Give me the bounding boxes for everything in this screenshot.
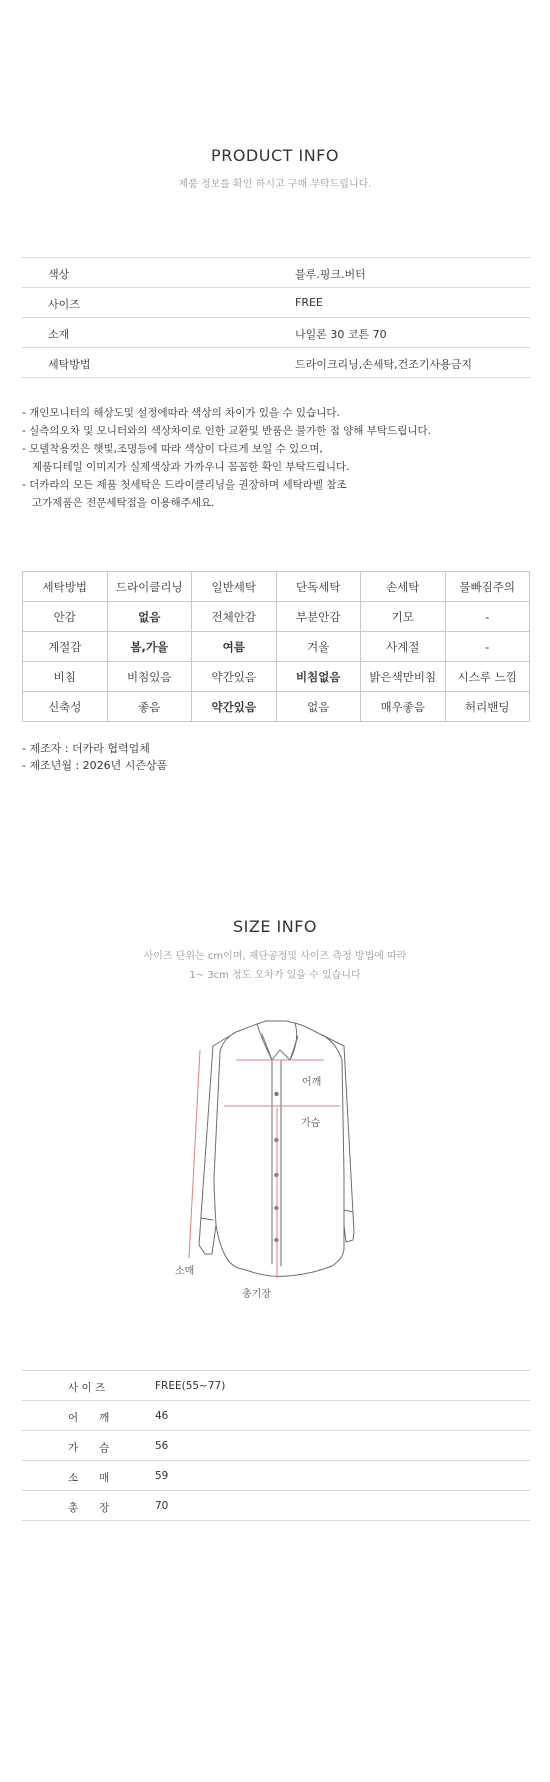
fabric-info-cell: 드라이클리닝 — [107, 572, 192, 602]
length-label: 총기장 — [242, 1289, 271, 1300]
fabric-info-cell: 사계절 — [361, 632, 446, 662]
fabric-info-cell: 봄,가을 — [107, 632, 192, 662]
size-row — [22, 1370, 530, 1400]
fabric-info-cell: - — [445, 632, 530, 662]
fabric-info-cell: 밝은색만비침 — [361, 662, 446, 692]
fabric-info-cell: 기모 — [361, 602, 446, 632]
size-row — [22, 1400, 530, 1430]
shirt-outline — [214, 1023, 344, 1276]
row-label: 사이즈 — [48, 298, 80, 311]
fabric-info-cell: 약간있음 — [192, 692, 277, 722]
product-info-subtitle: 제품 정보를 확인 하시고 구매 부탁드립니다. — [178, 179, 372, 190]
row-value: 블루.핑크.버터 — [295, 268, 366, 281]
fabric-info-cell: 비침없음 — [276, 662, 361, 692]
note-line: - 실측의오차 및 모니터와의 색상차이로 인한 교환및 반품은 불가한 점 양해 부탁드립니다. — [22, 425, 431, 437]
shoulder-label: 어깨 — [302, 1077, 322, 1088]
size-row — [22, 1460, 530, 1490]
fabric-info-cell: 약간있음 — [192, 662, 277, 692]
fabric-info-cell: 없음 — [276, 692, 361, 722]
size-info-subtitle-2: 1~ 3cm 정도 오차가 있을 수 있습니다 — [189, 970, 361, 981]
fabric-info-cell: 전체안감 — [192, 602, 277, 632]
fabric-info-cell: 겨울 — [276, 632, 361, 662]
note-line: - 개인모니터의 해상도및 설정에따라 색상의 차이가 있을 수 있습니다. — [22, 407, 340, 419]
size-row — [22, 1490, 530, 1521]
size-row-label: 어 깨 — [68, 1412, 110, 1424]
manufacture-date-line: - 제조년월 : 2026년 시즌상품 — [22, 759, 168, 772]
size-row — [22, 1430, 530, 1460]
fabric-info-cell: - — [445, 602, 530, 632]
size-row-value: 56 — [155, 1440, 169, 1452]
fabric-info-cell: 손세탁 — [361, 572, 446, 602]
fabric-info-cell: 매우좋음 — [361, 692, 446, 722]
sleeve-measure-line — [189, 1050, 200, 1258]
fabric-info-cell: 단독세탁 — [276, 572, 361, 602]
size-row-label: 소 매 — [68, 1472, 110, 1484]
fabric-info-cell: 좋음 — [107, 692, 192, 722]
size-info-title: SIZE INFO — [232, 917, 317, 936]
size-table — [22, 1370, 530, 1521]
fabric-info-label-cell: 안감 — [23, 602, 108, 632]
note-line: 고가제품은 전문세탁점을 이용해주세요. — [22, 497, 215, 509]
fabric-info-label-cell: 세탁방법 — [23, 572, 108, 602]
size-info-subtitle-1: 사이즈 단위는 cm이며, 재단공정및 사이즈 측정 방법에 따라 — [143, 951, 407, 962]
row-label: 소재 — [48, 328, 70, 341]
fabric-info-label-cell: 계절감 — [23, 632, 108, 662]
row-value: 나일론 30 코튼 70 — [295, 328, 387, 341]
size-row-value: 70 — [155, 1500, 169, 1512]
size-row-label: 총 장 — [68, 1502, 110, 1514]
note-line: - 모델착용컷은 햇빛,조명등에 따라 색상이 다르게 보일 수 있으며, — [22, 443, 323, 455]
fabric-info-cell: 물빠짐주의 — [445, 572, 530, 602]
fabric-info-cell: 여름 — [192, 632, 277, 662]
shirt-collar — [257, 1021, 297, 1060]
row-value: FREE — [295, 296, 323, 309]
size-row-value: 46 — [155, 1410, 169, 1422]
fabric-info-cell: 일반세탁 — [192, 572, 277, 602]
row-label: 세탁방법 — [48, 358, 91, 371]
maker-line: - 제조자 : 더카라 협력업체 — [22, 742, 150, 755]
note-line: - 더카라의 모든 제품 첫세탁은 드라이클리닝을 권장하며 세탁라벨 참조 — [22, 479, 347, 491]
fabric-info-label-cell: 신축성 — [23, 692, 108, 722]
fabric-info-label-cell: 비침 — [23, 662, 108, 692]
chest-label: 가슴 — [301, 1118, 321, 1129]
fabric-info-cell: 허리밴딩 — [445, 692, 530, 722]
fabric-info-cell: 없음 — [107, 602, 192, 632]
row-label: 색상 — [48, 268, 70, 281]
left-sleeve — [199, 1032, 236, 1254]
fabric-info-cell: 부분안감 — [276, 602, 361, 632]
size-row-value: 59 — [155, 1470, 169, 1482]
fabric-info-cell: 비침있음 — [107, 662, 192, 692]
row-value: 드라이크리닝,손세탁,건조기사용금지 — [295, 358, 473, 371]
size-row-label: 가 슴 — [68, 1442, 110, 1454]
product-info-title: PRODUCT INFO — [211, 146, 339, 165]
fabric-info-cell: 시스루 느낌 — [445, 662, 530, 692]
size-row-label: 사 이 즈 — [68, 1382, 106, 1394]
note-line: 제품디테일 이미지가 실제색상과 가까우니 꼼꼼한 확인 부탁드립니다. — [22, 461, 350, 473]
sleeve-label: 소매 — [175, 1266, 195, 1277]
shirt-button — [274, 1092, 278, 1096]
size-row-value: FREE(55~77) — [155, 1380, 226, 1392]
